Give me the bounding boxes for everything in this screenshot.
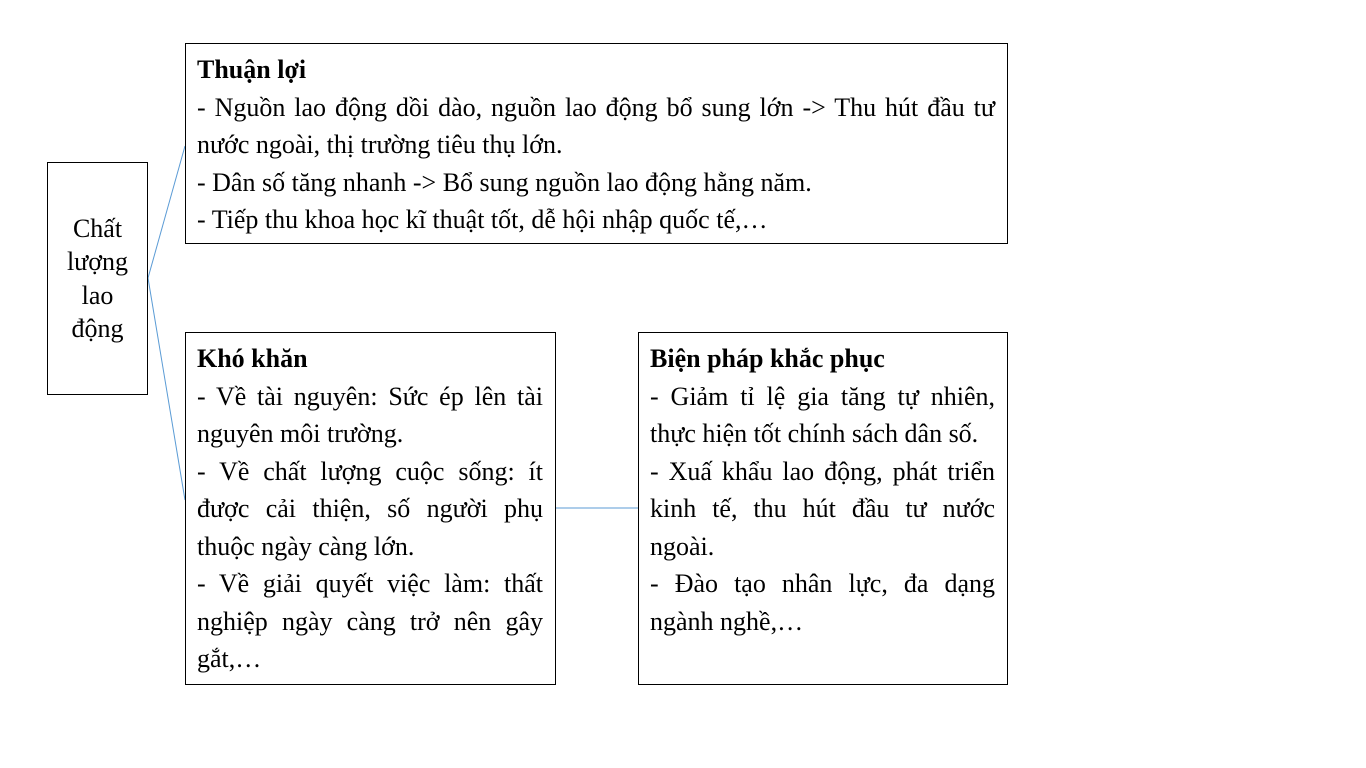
solutions-box	[638, 332, 1008, 685]
advantages-point: - Tiếp thu khoa học kĩ thuật tốt, dễ hội nhập quốc tế,…	[197, 205, 768, 234]
difficulties-point: - Về giải quyết việc làm: thất nghiệp ngày càng trở nên gây gắt,…	[197, 569, 543, 673]
advantages-box	[185, 43, 1008, 244]
solutions-point: - Đào tạo nhân lực, đa dạng ngành nghề,…	[650, 569, 995, 636]
difficulties-title: Khó khăn	[197, 344, 308, 373]
advantages-title: Thuận lợi	[197, 55, 307, 84]
solutions-title: Biện pháp khắc phục	[650, 344, 885, 373]
difficulties-box	[185, 332, 556, 685]
difficulties-point: - Về tài nguyên: Sức ép lên tài nguyên môi trường.	[197, 381, 543, 448]
advantages-point: - Nguồn lao động dồi dào, nguồn lao động bổ sung lớn -> Thu hút đầu tư nước ngoài, thị trường tiêu thụ lớn.	[197, 92, 995, 159]
connector-root-to-advantages	[148, 146, 185, 278]
solutions-point: - Giảm tỉ lệ gia tăng tự nhiên, thực hiện tốt chính sách dân số.	[650, 381, 995, 448]
connector-root-to-difficulties	[148, 278, 185, 500]
root-node	[47, 162, 148, 395]
solutions-point: - Xuấ khẩu lao động, phát triển kinh tế, thu hút đầu tư nước ngoài.	[650, 456, 995, 561]
difficulties-point: - Về chất lượng cuộc sống: ít được cải thiện, số người phụ thuộc ngày càng lớn.	[197, 456, 543, 561]
advantages-point: - Dân số tăng nhanh -> Bổ sung nguồn lao động hằng năm.	[197, 167, 812, 197]
root-node-label: Chất lượng lao động	[66, 213, 129, 343]
